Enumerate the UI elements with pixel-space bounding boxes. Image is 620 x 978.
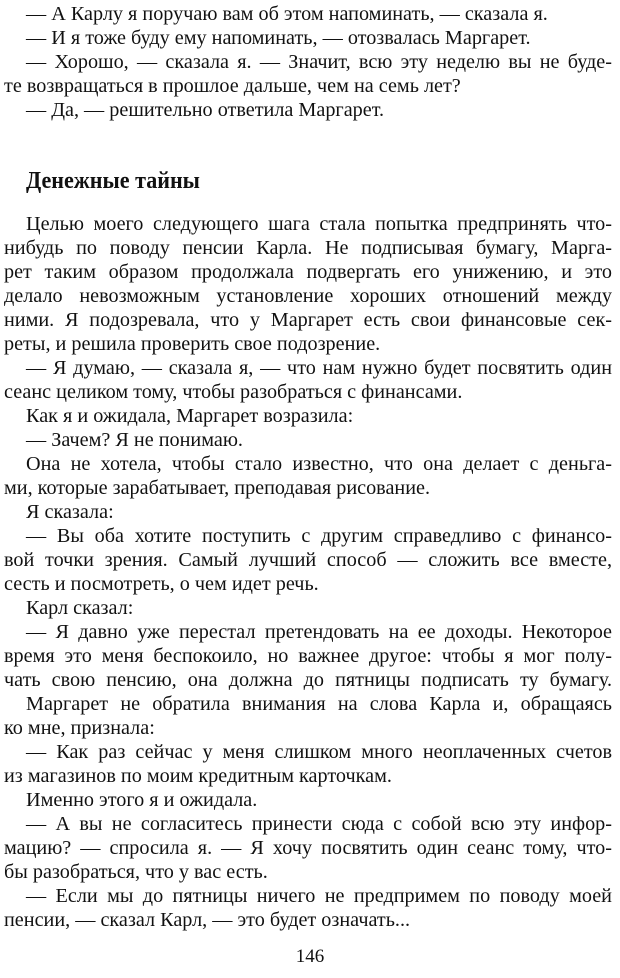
text-line: рет таким образом продолжала подвергать его унижению, и это: [4, 261, 612, 283]
text-line: реты, и решила проверить свое подозрение.: [4, 333, 381, 355]
text-line: вой точки зрения. Самый лучший способ — сложить все вместе,: [4, 549, 612, 571]
text-line: из магазинов по моим кредитным карточкам.: [4, 765, 392, 787]
text-line: Она не хотела, чтобы стало известно, что она делает с деньга-: [26, 453, 612, 475]
text-line: ко мне, признала:: [4, 717, 155, 739]
text-line: чать свою пенсию, она должна до пятницы подписать ту бумагу.: [4, 669, 612, 691]
text-line: — Если мы до пятницы ничего не предпримем по поводу моей: [26, 885, 612, 907]
text-line: мацию? — спросила я. — Я хочу посвятить один сеанс тому, что-: [4, 837, 612, 859]
text-line: пенсии, — сказал Карл, — это будет означать...: [4, 909, 411, 931]
text-line: нибудь по поводу пенсии Карла. Не подписывая бумагу, Марга-: [4, 237, 612, 259]
text-line: — А Карлу я поручаю вам об этом напоминать, — сказала я.: [26, 3, 548, 25]
text-line: Я сказала:: [26, 501, 114, 523]
text-line: — А вы не согласитесь принести сюда с собой всю эту инфор-: [26, 813, 612, 835]
text-line: Карл сказал:: [26, 597, 134, 619]
text-line: — Хорошо, — сказала я. — Значит, всю эту неделю вы не буде-: [26, 51, 612, 73]
text-line: Целью моего следующего шага стала попытка предпринять что-: [26, 213, 612, 235]
text-line: Как я и ожидала, Маргарет возразила:: [26, 405, 354, 427]
text-line: — Как раз сейчас у меня слишком много неоплаченных счетов: [26, 741, 612, 763]
text-line: — И я тоже буду ему напоминать, — отозвалась Маргарет.: [26, 27, 531, 49]
text-line: ними. Я подозревала, что у Маргарет есть свои финансовые сек-: [4, 309, 612, 331]
text-line: Именно этого я и ожидала.: [26, 789, 258, 811]
text-line: — Я думаю, — сказала я, — что нам нужно будет посвятить один: [26, 357, 612, 379]
section-title: Денежные тайны: [26, 168, 200, 194]
text-line: делало невозможным установление хороших отношений между: [4, 285, 612, 307]
text-line: те возвращаться в прошлое дальше, чем на семь лет?: [4, 75, 461, 97]
text-line: — Вы оба хотите поступить с другим справедливо с финансо-: [26, 525, 612, 547]
text-line: — Да, — решительно ответила Маргарет.: [26, 99, 385, 121]
text-line: ми, которые зарабатывает, преподавая рисование.: [4, 477, 431, 499]
text-line: сесть и посмотреть, о чем идет речь.: [4, 573, 319, 595]
text-line: — Зачем? Я не понимаю.: [26, 429, 243, 451]
text-line: бы разобраться, что у вас есть.: [4, 861, 268, 883]
text-line: Маргарет не обратила внимания на слова Карла и, обращаясь: [26, 693, 612, 715]
text-line: время это меня беспокоило, но важнее другое: чтобы я мог полу-: [4, 645, 612, 667]
text-line: — Я давно уже перестал претендовать на ее доходы. Некоторое: [26, 621, 612, 643]
page-number: 146: [295, 946, 325, 967]
text-line: сеанс целиком тому, чтобы разобраться с финансами.: [4, 381, 463, 403]
